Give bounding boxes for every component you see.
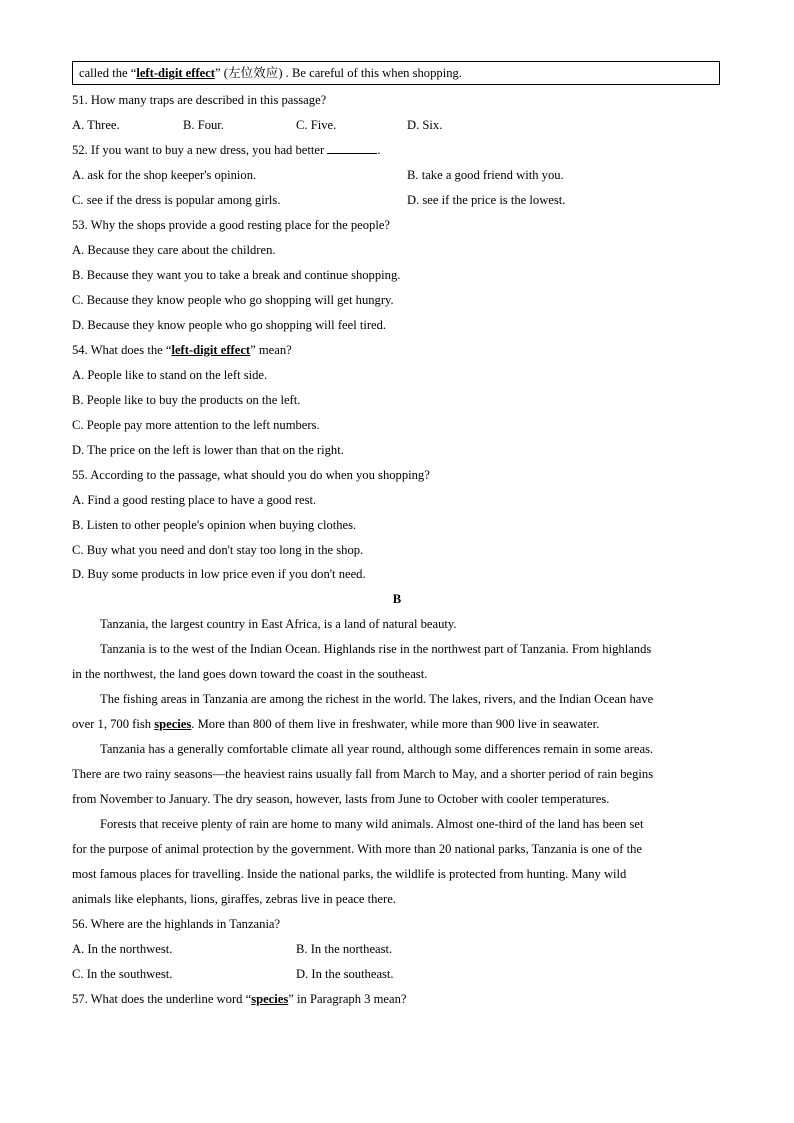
q52-option-b: B. take a good friend with you. — [407, 168, 564, 182]
q57-term: species — [251, 992, 289, 1006]
passage-p1: Tanzania, the largest country in East Africa, is a land of natural beauty. — [100, 617, 457, 631]
q56-option-d: D. In the southeast. — [296, 967, 394, 981]
q54-term: left-digit effect — [171, 343, 251, 357]
q54-option-b: B. People like to buy the products on the left. — [72, 393, 301, 407]
q53-option-d: D. Because they know people who go shopping will feel tired. — [72, 318, 387, 332]
p3-term-species: species — [154, 717, 192, 731]
q54-option-a: A. People like to stand on the left side. — [72, 368, 268, 382]
q52-stem-end: . — [377, 143, 381, 157]
passage-p2-line2: in the northwest, the land goes down toward the coast in the southeast. — [72, 667, 428, 681]
passage-p3-line1: The fishing areas in Tanzania are among the richest in the world. The lakes, rivers, and the Indian Ocean have — [100, 692, 654, 706]
passage-p2-line1: Tanzania is to the west of the Indian Ocean. Highlands rise in the northwest part of Tanzania. From highlands — [100, 642, 652, 656]
q52-option-c: C. see if the dress is popular among girls. — [72, 193, 281, 207]
section-heading-b: B — [392, 592, 402, 606]
q55-option-b: B. Listen to other people's opinion when buying clothes. — [72, 518, 357, 532]
q53-option-b: B. Because they want you to take a break and continue shopping. — [72, 268, 401, 282]
q54-option-c: C. People pay more attention to the left numbers. — [72, 418, 320, 432]
q53-option-a: A. Because they care about the children. — [72, 243, 276, 257]
q56-option-b: B. In the northeast. — [296, 942, 393, 956]
q55-option-d: D. Buy some products in low price even if you don't need. — [72, 567, 366, 581]
q52-stem — [72, 142, 380, 158]
q54-stem-post: ” mean? — [250, 343, 292, 357]
q55-option-c: C. Buy what you need and don't stay too long in the shop. — [72, 543, 364, 557]
passage-p5-line1: Forests that receive plenty of rain are home to many wild animals. Almost one-third of the land has been set — [100, 817, 644, 831]
q51-option-d: D. Six. — [407, 118, 443, 132]
answer-blank — [327, 142, 377, 154]
q51-stem: 51. How many traps are described in this passage? — [72, 93, 327, 107]
q52-stem-text: 52. If you want to buy a new dress, you had better — [72, 143, 325, 157]
q57-stem-pre: 57. What does the underline word “ — [72, 992, 252, 1006]
q51-option-a: A. Three. — [72, 118, 120, 132]
p3-line2-post: . More than 800 of them live in freshwater, while more than 900 live in seawater. — [191, 717, 600, 731]
q55-option-a: A. Find a good resting place to have a good rest. — [72, 493, 317, 507]
p3-line2-pre: over 1, 700 fish — [72, 717, 155, 731]
box-text-post: ” (左位效应) . Be careful of this when shopping. — [215, 66, 462, 80]
q55-stem: 55. According to the passage, what should you do when you shopping? — [72, 468, 430, 482]
passage-p3-line2 — [72, 716, 599, 732]
q53-option-c: C. Because they know people who go shopping will get hungry. — [72, 293, 394, 307]
q53-stem: 53. Why the shops provide a good resting place for the people? — [72, 218, 391, 232]
box-term-left-digit-effect: left-digit effect — [136, 66, 216, 80]
passage-p5-line3: most famous places for travelling. Inside the national parks, the wildlife is protected from hunting. Many wild — [72, 867, 627, 881]
q54-stem — [72, 342, 292, 358]
passage-p4-line1: Tanzania has a generally comfortable climate all year round, although some differences remain in some areas. — [100, 742, 654, 756]
boxed-text-line — [72, 61, 720, 85]
q51-option-b: B. Four. — [183, 118, 224, 132]
passage-p5-line4: animals like elephants, lions, giraffes, zebras live in peace there. — [72, 892, 396, 906]
q54-option-d: D. The price on the left is lower than that on the right. — [72, 443, 344, 457]
q54-stem-pre: 54. What does the “ — [72, 343, 172, 357]
passage-p5-line2: for the purpose of animal protection by the government. With more than 20 national parks, Tanzania is one of the — [72, 842, 642, 856]
passage-p4-line3: from November to January. The dry season, however, lasts from June to October with cooler temperatures. — [72, 792, 610, 806]
q52-option-a: A. ask for the shop keeper's opinion. — [72, 168, 257, 182]
passage-p4-line2: There are two rainy seasons—the heaviest rains usually fall from March to May, and a shorter period of rain begins — [72, 767, 654, 781]
q57-stem-post: ” in Paragraph 3 mean? — [288, 992, 407, 1006]
q52-option-d: D. see if the price is the lowest. — [407, 193, 566, 207]
q57-stem — [72, 991, 406, 1007]
q56-option-a: A. In the northwest. — [72, 942, 173, 956]
q51-option-c: C. Five. — [296, 118, 337, 132]
q56-stem: 56. Where are the highlands in Tanzania? — [72, 917, 281, 931]
box-text-pre: called the “ — [79, 66, 137, 80]
q56-option-c: C. In the southwest. — [72, 967, 173, 981]
